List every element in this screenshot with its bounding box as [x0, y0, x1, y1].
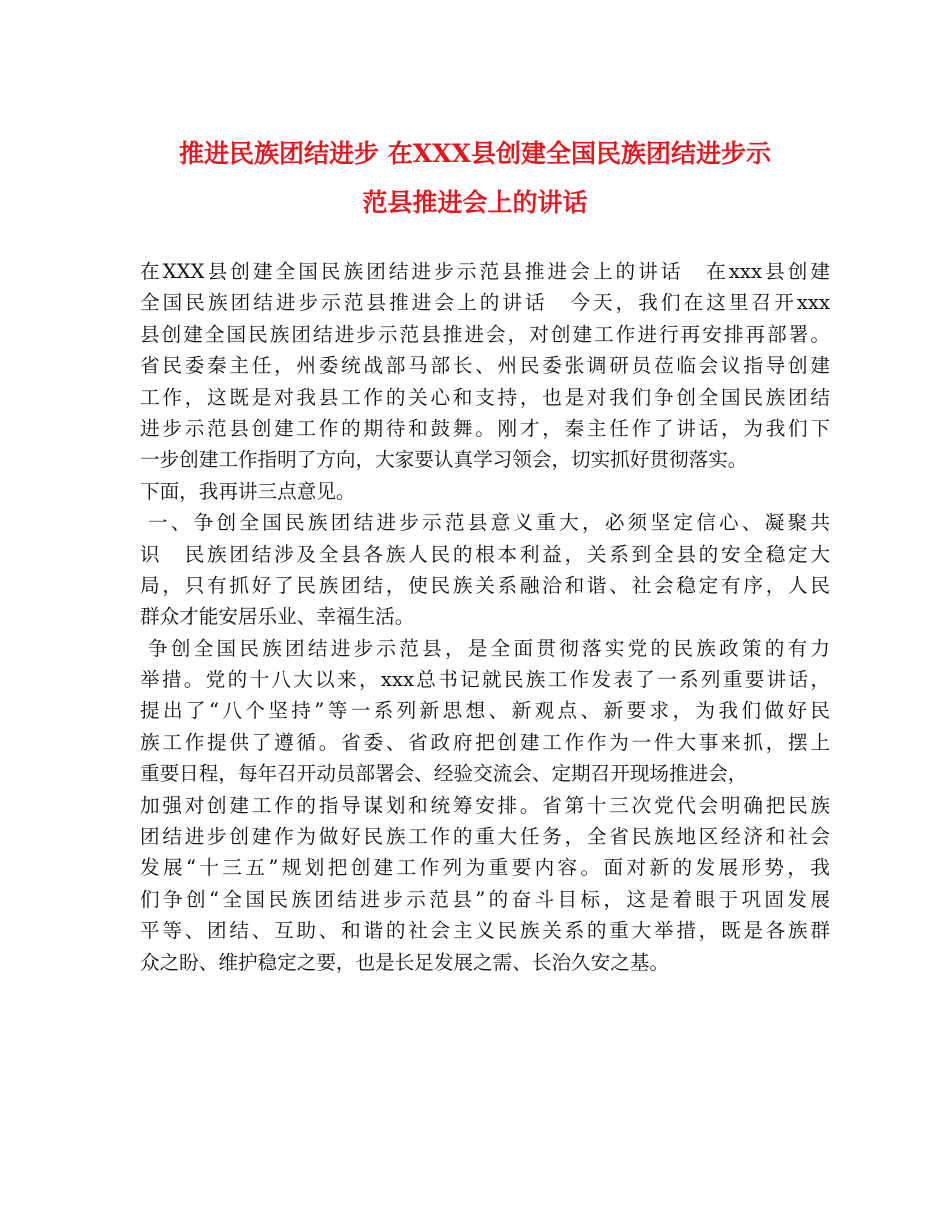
- document-body: [140, 256, 830, 978]
- body-line: 一、争创全国民族团结进步示范县意义重大，必须坚定信心、凝聚共: [148, 511, 830, 535]
- body-line: 下面，我再讲三点意见。: [140, 479, 356, 503]
- body-line: 提出了“八个坚持”等一系列新思想、新观点、新要求，为我们做好民: [140, 699, 830, 723]
- body-line: 重要日程，每年召开动员部署会、经验交流会、定期召开现场推进会，: [140, 762, 748, 786]
- body-line: 加强对创建工作的指导谋划和统筹安排。省第十三次党代会明确把民族: [140, 793, 830, 817]
- body-line: 争创全国民族团结进步示范县，是全面贯彻落实党的民族政策的有力: [148, 636, 830, 660]
- body-line: 群众才能安居乐业、幸福生活。: [140, 605, 415, 629]
- body-line: 众之盼、维护稳定之要，也是长足发展之需、长治久安之基。: [140, 950, 670, 974]
- body-line: 县创建全国民族团结进步示范县推进会，对创建工作进行再安排再部署。: [140, 322, 830, 346]
- body-line: 工作，这既是对我县工作的关心和支持，也是对我们争创全国民族团结: [140, 385, 830, 409]
- body-line: 举措。党的十八大以来，xxx总书记就民族工作发表了一系列重要讲话，: [140, 668, 830, 692]
- body-line: 识 民族团结涉及全县各族人民的根本利益，关系到全县的安全稳定大: [140, 542, 830, 566]
- body-line: 发展“十三五”规划把创建工作列为重要内容。面对新的发展形势，我: [140, 856, 830, 880]
- body-line: 省民委秦主任，州委统战部马部长、州民委张调研员莅临会议指导创建: [140, 354, 830, 378]
- body-line: 族工作提供了遵循。省委、省政府把创建工作作为一件大事来抓，摆上: [140, 730, 830, 754]
- body-line: 全国民族团结进步示范县推进会上的讲话 今天，我们在这里召开xxx: [140, 291, 830, 315]
- body-line: 一步创建工作指明了方向，大家要认真学习领会，切实抓好贯彻落实。: [140, 448, 748, 472]
- body-line: 进步示范县创建工作的期待和鼓舞。刚才，秦主任作了讲话，为我们下: [140, 416, 830, 440]
- document-title-line-1: 推进民族团结进步 在XXX县创建全国民族团结进步示: [179, 139, 771, 168]
- document-title-line-2: 范县推进会上的讲话: [362, 188, 588, 217]
- body-line: 局，只有抓好了民族团结，使民族关系融洽和谐、社会稳定有序，人民: [140, 573, 830, 597]
- body-line: 平等、团结、互助、和谐的社会主义民族关系的重大举措，既是各族群: [140, 919, 830, 943]
- body-line: 们争创“全国民族团结进步示范县”的奋斗目标，这是着眼于巩固发展: [140, 887, 830, 911]
- body-line: 在XXX县创建全国民族团结进步示范县推进会上的讲话 在xxx县创建: [140, 260, 830, 283]
- body-line: 团结进步创建作为做好民族工作的重大任务，全省民族地区经济和社会: [140, 825, 830, 849]
